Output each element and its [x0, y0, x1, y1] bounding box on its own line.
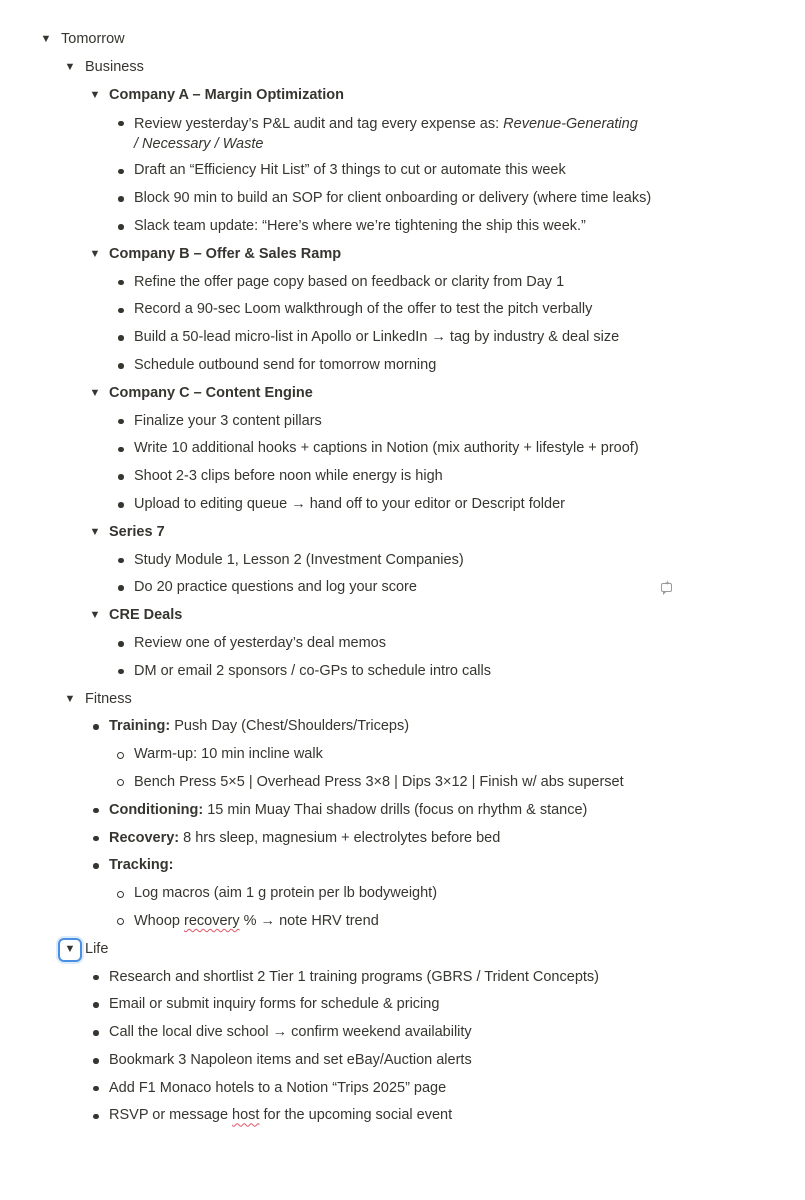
list-item-text[interactable]: Slack team update: “Here’s where we’re tightening the ship this week.” [134, 217, 586, 234]
list-item[interactable] [0, 109, 805, 157]
list-item-text[interactable]: Shoot 2-3 clips before noon while energy is high [134, 468, 443, 485]
toggle-business[interactable] [0, 54, 805, 82]
list-item-text[interactable]: Conditioning: 15 min Muay Thai shadow drills (focus on rhythm & stance) [109, 801, 588, 818]
bullet-icon [115, 352, 127, 380]
bullet-icon [115, 324, 127, 352]
bullet-icon [115, 491, 127, 519]
list-item-text[interactable]: Tracking: [109, 857, 174, 874]
list-item[interactable] [0, 713, 805, 741]
circle-bullet-icon [114, 880, 126, 908]
list-item-text[interactable]: Finalize your 3 content pillars [134, 412, 322, 429]
list-item-text[interactable]: Write 10 additional hooks + captions in Notion (mix authority + lifestyle + proof) [134, 440, 639, 457]
list-item-text[interactable]: Draft an “Efficiency Hit List” of 3 things to cut or automate this week [134, 162, 566, 179]
list-item-text[interactable]: Bookmark 3 Napoleon items and set eBay/Auction alerts [109, 1051, 472, 1068]
triangle-down-icon[interactable]: ▼ [58, 938, 82, 962]
list-item-text[interactable]: RSVP or message host for the upcoming social event [109, 1107, 453, 1124]
list-item-text[interactable]: Build a 50-lead micro-list in Apollo or LinkedIn → tag by industry & deal size [134, 329, 620, 346]
list-item[interactable] [0, 213, 805, 241]
toggle-tomorrow[interactable] [0, 26, 805, 54]
list-item[interactable] [0, 769, 805, 797]
list-item[interactable] [0, 408, 805, 436]
bullet-icon [115, 658, 127, 686]
list-item[interactable] [0, 852, 805, 880]
list-item[interactable] [0, 352, 805, 380]
list-item[interactable] [0, 797, 805, 825]
bullet-icon [115, 185, 127, 213]
circle-bullet-icon [114, 741, 126, 769]
list-item-text[interactable]: Do 20 practice questions and log your score [134, 579, 417, 596]
list-item[interactable] [0, 658, 805, 686]
bullet-icon [90, 991, 102, 1019]
toggle-label[interactable]: Series 7 [109, 523, 165, 540]
list-item-text[interactable]: Call the local dive school → confirm weekend availability [109, 1024, 472, 1041]
triangle-down-icon[interactable]: ▼ [89, 386, 101, 399]
list-item-text[interactable]: Upload to editing queue → hand off to your editor or Descript folder [134, 495, 565, 512]
list-item[interactable] [0, 1047, 805, 1075]
list-item-text[interactable]: Record a 90-sec Loom walkthrough of the offer to test the pitch verbally [134, 301, 593, 318]
list-item-text[interactable]: Refine the offer page copy based on feedback or clarity from Day 1 [134, 273, 565, 290]
list-item[interactable] [0, 491, 805, 519]
list-item-text[interactable]: Review yesterday’s P&L audit and tag every expense as: Revenue-Generating / Necessary / Waste [134, 116, 638, 153]
toggle-company-c[interactable] [0, 380, 805, 408]
bullet-icon [115, 109, 127, 137]
toggle-label[interactable]: Life [85, 940, 109, 957]
list-item[interactable] [0, 574, 805, 602]
outline-page [0, 26, 805, 1130]
bullet-icon [90, 825, 102, 853]
bullet-icon [115, 296, 127, 324]
bullet-icon [115, 269, 127, 297]
list-item[interactable] [0, 825, 805, 853]
list-item[interactable] [0, 991, 805, 1019]
toggle-label[interactable]: Fitness [85, 690, 132, 707]
toggle-company-b[interactable] [0, 241, 805, 269]
bullet-icon [90, 1102, 102, 1130]
list-item-text[interactable]: Add F1 Monaco hotels to a Notion “Trips 2025” page [109, 1079, 447, 1096]
circle-bullet-icon [114, 769, 126, 797]
bullet-icon [115, 463, 127, 491]
list-item-text[interactable]: Research and shortlist 2 Tier 1 training programs (GBRS / Trident Concepts) [109, 968, 599, 985]
spellcheck-word[interactable]: host [232, 1107, 260, 1124]
list-item[interactable] [0, 908, 805, 936]
list-item-text[interactable]: Warm-up: 10 min incline walk [134, 746, 323, 763]
triangle-down-icon[interactable]: ▼ [89, 525, 101, 538]
bullet-icon [90, 797, 102, 825]
toggle-cre-deals[interactable] [0, 602, 805, 630]
list-item-text[interactable]: Email or submit inquiry forms for schedule & pricing [109, 996, 440, 1013]
bullet-icon [90, 1047, 102, 1075]
bullet-icon [115, 213, 127, 241]
toggle-series-7[interactable] [0, 519, 805, 547]
list-item-text[interactable]: Log macros (aim 1 g protein per lb bodyweight) [134, 885, 438, 902]
triangle-down-icon[interactable]: ▼ [64, 692, 76, 705]
bullet-icon [90, 1019, 102, 1047]
toggle-life[interactable] [0, 936, 805, 964]
list-item[interactable] [0, 1019, 805, 1047]
list-item[interactable] [0, 630, 805, 658]
triangle-down-icon[interactable]: ▼ [89, 247, 101, 260]
bullet-icon [115, 435, 127, 463]
bullet-icon [90, 852, 102, 880]
bullet-icon [90, 1075, 102, 1103]
list-item[interactable] [0, 964, 805, 992]
comment-add-icon[interactable]: + [661, 583, 672, 592]
list-item-text[interactable]: Review one of yesterday’s deal memos [134, 634, 386, 651]
toggle-label[interactable]: Tomorrow [61, 31, 125, 47]
list-item[interactable] [0, 880, 805, 908]
bullet-icon [115, 547, 127, 575]
bullet-icon [115, 630, 127, 658]
bullet-icon [90, 964, 102, 992]
list-item-text[interactable]: Study Module 1, Lesson 2 (Investment Companies) [134, 551, 464, 568]
triangle-down-icon[interactable]: ▼ [64, 60, 76, 73]
toggle-label[interactable]: Business [85, 58, 144, 75]
toggle-label[interactable]: Company C – Content Engine [109, 384, 313, 401]
list-item-text[interactable]: DM or email 2 sponsors / co-GPs to schedule intro calls [134, 662, 491, 679]
list-item-text[interactable]: Schedule outbound send for tomorrow morning [134, 356, 437, 373]
bullet-icon [115, 408, 127, 436]
list-item[interactable] [0, 547, 805, 575]
spellcheck-word[interactable]: recovery [183, 912, 240, 929]
list-item[interactable] [0, 185, 805, 213]
list-item-text[interactable]: Training: Push Day (Chest/Shoulders/Triceps) [109, 718, 410, 735]
list-item[interactable] [0, 296, 805, 324]
triangle-down-icon[interactable]: ▼ [40, 33, 52, 45]
bullet-icon [115, 574, 127, 602]
bullet-icon [90, 713, 102, 741]
list-item[interactable] [0, 269, 805, 297]
list-item-text[interactable]: Recovery: 8 hrs sleep, magnesium + electrolytes before bed [109, 829, 501, 846]
list-item[interactable] [0, 324, 805, 352]
toggle-label[interactable]: Company B – Offer & Sales Ramp [109, 245, 342, 262]
list-item[interactable] [0, 741, 805, 769]
list-item[interactable] [0, 435, 805, 463]
toggle-company-a[interactable] [0, 82, 805, 110]
toggle-fitness[interactable] [0, 686, 805, 714]
list-item-text[interactable]: Whoop recovery % → note HRV trend [134, 912, 379, 929]
toggle-label[interactable]: CRE Deals [109, 607, 183, 624]
list-item[interactable] [0, 1075, 805, 1103]
list-item-text[interactable]: Block 90 min to build an SOP for client onboarding or delivery (where time leaks) [134, 190, 652, 207]
list-item-text[interactable]: Bench Press 5×5 | Overhead Press 3×8 | Dips 3×12 | Finish w/ abs superset [134, 773, 624, 790]
list-item[interactable] [0, 463, 805, 491]
circle-bullet-icon [114, 908, 126, 936]
list-item[interactable] [0, 157, 805, 185]
list-item[interactable] [0, 1102, 805, 1130]
triangle-down-icon[interactable]: ▼ [89, 88, 101, 101]
toggle-label[interactable]: Company A – Margin Optimization [109, 86, 344, 103]
bullet-icon [115, 157, 127, 185]
triangle-down-icon[interactable]: ▼ [89, 609, 101, 622]
